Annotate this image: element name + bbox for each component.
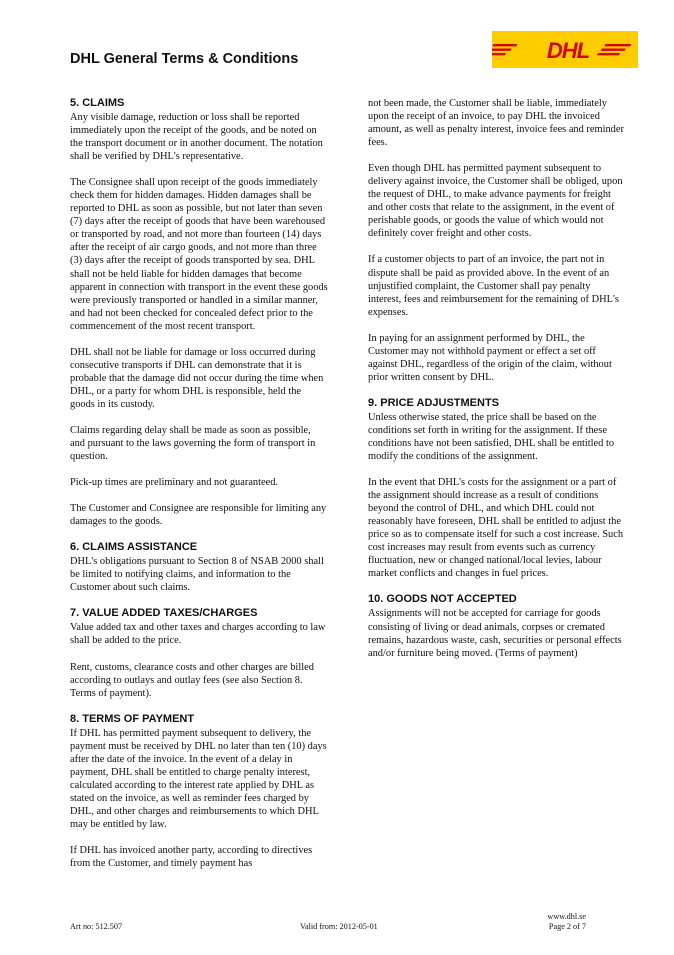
section [70, 97, 328, 528]
paragraph: The Customer and Consignee are responsible for limiting any damages to the goods. [70, 503, 327, 528]
section-heading: 5. CLAIMS [70, 97, 125, 109]
website-link[interactable]: www.dhl.se [547, 912, 586, 921]
paragraph: Claims regarding delay shall be made as soon as possible, and pursuant to the laws governing the form of transport in question. [70, 424, 316, 463]
paragraph: If a customer objects to part of an invoice, the part not in dispute shall be paid as provided above. In the event of an unjustified complaint, the Customer shall pay penalty interest, fees and reimbursement for the remaining of DHL's expenses. [368, 254, 619, 318]
paragraph: Any visible damage, reduction or loss shall be reported immediately upon the receipt of the goods, and be noted on the transport document or in another document. The notation shall be verified by DHL's representative. [70, 112, 323, 163]
left-column [70, 97, 328, 883]
paragraph: not been made, the Customer shall be liable, immediately upon the receipt of an invoice, to pay DHL the invoiced amount, as well as penalty interest, invoice fees and reminder fees. [368, 98, 624, 149]
paragraph: The Consignee shall upon receipt of the goods immediately check them for hidden damages. Hidden damages shall be reported to DHL as soon as possible, but not later than seven (7) days after the receipt of goods that have been warehoused or transported by road, and not more than fourteen (14) days after the receipt of air cargo goods, and not more than three (3) days after the receipt of goods transported by sea. DHL shall not be held liable for hidden damages that become apparent in connection with transport in the event these goods were previously transported or handled in a similar manner, and had not been checked for concealed defect prior to the commencement of the most recent transport. [70, 177, 328, 332]
paragraph: Assignments will not be accepted for carriage for goods consisting of living or dead animals, corpses or cremated remains, hazardous waste, cash, securities or personal effects and/or furniture being moved. (Terms of payment) [368, 608, 622, 659]
valid-from-date: Valid from: 2012-05-01 [300, 922, 378, 931]
section [368, 593, 626, 659]
section [70, 607, 328, 699]
paragraph: Pick-up times are preliminary and not guaranteed. [70, 477, 279, 489]
footer-right [547, 912, 586, 932]
section [70, 713, 328, 870]
page-number: Page 2 of 7 [548, 922, 586, 931]
section-heading: 8. TERMS OF PAYMENT [70, 712, 195, 725]
section [368, 97, 626, 384]
section-heading: 9. PRICE ADJUSTMENTS [368, 396, 500, 409]
dhl-logo-graphic [492, 31, 638, 68]
dhl-logo-text: DHL [546, 38, 590, 63]
paragraph: Even though DHL has permitted payment subsequent to delivery against invoice, the Customer shall be obliged, upon the request of DHL, to make advance payments for freight and other costs that relate to the assignment, in the event of perishable goods, or goods the value of which would not definitely cover freight and other costs. [368, 163, 623, 240]
paragraph: In paying for an assignment performed by DHL, the Customer may not withhold payment or effect a set off against DHL, regardless of the origin of the claim, without prior written consent by DHL. [368, 332, 612, 383]
paragraph: Value added tax and other taxes and charges according to law shall be added to the price. [70, 622, 326, 647]
paragraph: Rent, customs, clearance costs and other charges are billed according to outlays and outlay fees (see also Section 8. Terms of payment). [70, 661, 314, 699]
paragraph: If DHL has invoiced another party, according to directives from the Customer, and timely payment has [70, 845, 313, 870]
section-heading: 10. GOODS NOT ACCEPTED [368, 593, 517, 606]
section [70, 541, 328, 594]
paragraph: If DHL has permitted payment subsequent to delivery, the payment must be received by DHL no later than ten (10) days after the date of the invoice. In the event of a delay in payment, DHL shall be entitled to charge penalty interest, calculated according to the interest rate applied by DHL as stated on the invoice, as well as reminder fees charged by DHL, and other charges and reimbursements to which DHL may be entitled by law. [70, 727, 327, 830]
section [368, 397, 626, 581]
paragraph: Unless otherwise stated, the price shall be based on the conditions set forth in writing for the assignment. If these conditions have not been satisfied, DHL shall be entitled to modify the conditions of the assignment. [368, 411, 615, 463]
paragraph: DHL shall not be liable for damage or loss occurred during consecutive transports if DHL can demonstrate that it is probable that the damage did not occur during the time when DHL, or a party for whom DHL is responsible, held the goods in its custody. [70, 346, 324, 410]
paragraph: In the event that DHL's costs for the assignment or a part of the assignment should increase as a result of conditions beyond the control of DHL, and which DHL could not reasonably have foreseen, DHL shall be entitled to adjust the price so as to compensate itself for such a cost increase. Such cost increases may result from events such as currency fluctuation, new or changed national/local levies, labour market conflicts and changes in fuel prices. [368, 477, 624, 580]
right-column [368, 97, 626, 673]
document-title: DHL General Terms & Conditions [70, 51, 299, 67]
section-heading: 7. VALUE ADDED TAXES/CHARGES [70, 607, 258, 620]
section-heading: 6. CLAIMS ASSISTANCE [70, 541, 198, 554]
dhl-logo [492, 31, 638, 68]
article-number: Art no: 512.507 [70, 922, 123, 931]
paragraph: DHL's obligations pursuant to Section 8 of NSAB 2000 shall be limited to notifying claims, and information to the Customer about such claims. [70, 556, 324, 594]
